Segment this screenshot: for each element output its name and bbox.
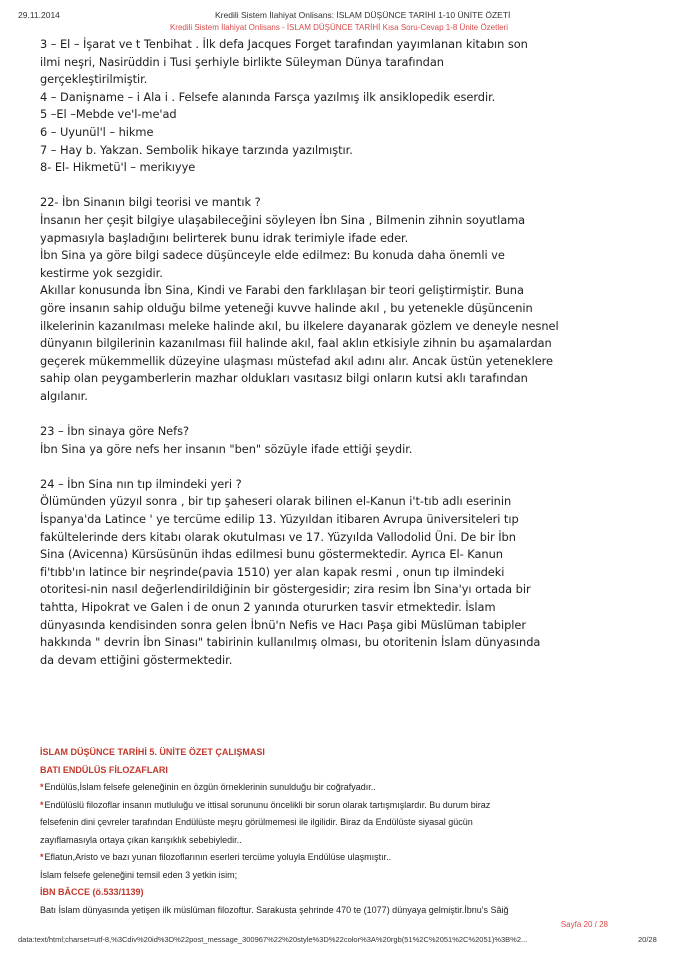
text-line: göre insanın sahip olduğu bilme yeteneği kuvve halinde akıl , bu yetenekle düşüncenin — [40, 300, 533, 315]
print-date: 29.11.2014 — [18, 10, 60, 20]
summary-title: İSLAM DÜŞÜNCE TARİHİ 5. ÜNİTE ÖZET ÇALIŞMASI — [40, 747, 265, 757]
document-body — [40, 36, 640, 669]
bullet-mark: * — [40, 782, 44, 792]
question-heading: 22- İbn Sinanın bilgi teorisi ve mantık ? — [40, 195, 261, 210]
text-line: Ölümünden yüzyıl sonra , bir tıp şaheseri olarak bilinen el-Kanun i't-tıb adlı eserinin — [40, 494, 512, 509]
text-line: dünyanın bilgilerinin kazanılması fiil halinde akıl, faal aklın etkisiyle zihnin bu aşamalardan — [40, 336, 552, 351]
summary-section — [40, 744, 640, 919]
bullet-item — [40, 779, 640, 797]
paragraph-gap — [40, 177, 640, 195]
question-heading: 23 – İbn sinaya göre Nefs? — [40, 424, 189, 439]
text-line: fi'tıbb'ın latince bir neşrinde(pavia 1510) yer alan kapak resmi , onun tıp ilmindeki — [40, 564, 505, 579]
philosopher-heading: İBN BÂCCE (ö.533/1139) — [40, 887, 144, 897]
text-line: Akıllar konusunda İbn Sina, Kindi ve Farabi den farklılaşan bir teori geliştirmiştir. Buna — [40, 283, 524, 298]
section-title: BATI ENDÜLÜS FİLOZAFLARI — [40, 764, 168, 775]
text-line: algılanır. — [40, 388, 88, 403]
text-line: İslam felsefe geleneğini temsil eden 3 yetkin isim; — [40, 869, 238, 880]
page-number: Sayfa 20 / 28 — [560, 920, 608, 929]
text-line: ilkelerinin kazanılması meleke halinde akıl, bu ilkelere dayanarak gözlem ve deneyle nesnel — [40, 318, 559, 333]
text-line: ilmi neşri, Nasirüddin i Tusi şerhiyle birlikte Süleyman Dünya tarafından — [40, 54, 444, 69]
paragraph-gap — [40, 458, 640, 476]
text-line: Batı İslam dünyasında yetişen ilk müslüman filozoftur. Sarakusta şehrinde 470 te (1077) dünyaya gelmiştir.İbnu's Sâiğ — [40, 904, 509, 915]
text-line: 3 – El – İşarat ve t Tenbihat . İlk defa Jacques Forget tarafından yayımlanan kitabın son — [40, 37, 528, 51]
text-line: gerçekleştirilmiştir. — [40, 72, 148, 87]
text-line: hakkında " devrin İbn Sinası" tabirinin kullanılmış olması, bu otoritenin İslam dünyasında — [40, 635, 541, 650]
print-title: Kredili Sistem İlahiyat Onlisans: İSLAM DÜŞÜNCE TARİHİ 1-10 ÜNİTE ÖZETİ — [215, 10, 511, 20]
text-line: zayıflamasıyla ortaya çıkan karışıklık sebebiyledir.. — [40, 834, 242, 845]
text-line: 5 –El –Mebde ve'l-me'ad — [40, 107, 177, 122]
bullet-mark: * — [40, 799, 44, 810]
text-line: 7 – Hay b. Yakzan. Sembolik hikaye tarzında yazılmıştır. — [40, 142, 353, 157]
bullet-text: Endülüs,İslam felsefe geleneğinin en özgün örneklerinin sunulduğu bir coğrafyadır.. — [44, 782, 376, 792]
text-line: geçerek mükemmellik düzeyine ulaşması müstefad akıl adını alır. Ancak üstün yeteneklere — [40, 353, 553, 368]
text-line: felsefenin dini çevreler tarafından Endülüste meşru görülmemesi ile ilgilidir. Biraz da Endülüste siyasal gücün — [40, 817, 473, 827]
bullet-item — [40, 797, 640, 815]
question-heading: 24 – İbn Sina nın tıp ilmindeki yeri ? — [40, 476, 242, 491]
text-line: kestirme yok sezgidir. — [40, 265, 163, 280]
text-line: yapmasıyla başladığını belirterek bunu idrak terimiyle ifade eder. — [40, 230, 409, 245]
text-line: dünyasında kendisinden sonra gelen İbnü'n Nefis ve Hacı Paşa gibi Müslüman tabipler — [40, 617, 526, 632]
text-line: da devam ettiğini göstermektedir. — [40, 652, 233, 667]
text-line: sahip olan peygamberlerin mazhar oldukları vasıtasız bilgi onların kutsi aklı tarafından — [40, 371, 528, 386]
paragraph-gap — [40, 405, 640, 423]
text-line: otoritesi-nin nasıl değerlendirildiğinin bir göstergesidir; zira resim İbn Sina'yı ortada bir — [40, 582, 531, 597]
print-header — [0, 10, 678, 22]
text-line: 8- El- Hikmetü'l – merikıyye — [40, 160, 196, 175]
text-line: 6 – Uyunül'l – hikme — [40, 124, 154, 139]
text-line: 4 – Danişname – i Ala i . Felsefe alanında Farsça yazılmış ilk ansiklopedik eserdir. — [40, 89, 496, 104]
bullet-item — [40, 849, 640, 867]
text-line: İbn Sina ya göre bilgi sadece düşünceyle elde edilmez: Bu konuda daha önemli ve — [40, 248, 505, 263]
text-line: İspanya'da Latince ' ye tercüme edilip 13. Yüzyıldan itibaren Avrupa üniversiteleri tıp — [40, 512, 519, 527]
text-line: Sina (Avicenna) Kürsüsünün ihdas edilmesi bunu göstermektedir. Ayrıca El- Kanun — [40, 547, 503, 562]
text-line: tahtta, Hipokrat ve Galen i de onun 2 yanında otururken tasvir etmektedir. İslam — [40, 600, 496, 614]
text-line: fakültelerinde ders kitabı olarak okutulması ve 17. Yüzyılda Vallodolid Üni. De bir İbn — [40, 529, 516, 544]
footer-url: data:text/html;charset=utf-8,%3Cdiv%20id%3D%22post_message_300967%22%20style%3D%22color%3A%20rgb(51%2C%2051%2C%2051)%3B%2... — [18, 935, 528, 944]
footer-page-count: 20/28 — [638, 935, 657, 944]
page-banner: Kredili Sistem İlahiyat Onlisans - İSLAM DÜŞÜNCE TARİHİ Kısa Soru-Cevap 1-8 Ünite Özetleri — [169, 23, 509, 32]
bullet-mark: * — [40, 852, 44, 862]
bullet-text: Endülüslü filozoflar insanın mutluluğu ve ittisal sorununu öncelikli bir sorun olarak tartışmışlardır. Bu durum biraz — [44, 799, 491, 810]
text-line: İbn Sina ya göre nefs her insanın "ben" sözüyle ifade ettiği şeydir. — [40, 441, 413, 456]
bullet-text: Eflatun,Aristo ve bazı yunan filozoflarının eserleri tercüme yoluyla Endülüse ulaşmıştır.. — [44, 852, 392, 862]
text-line: İnsanın her çeşit bilgiye ulaşabileceğini söyleyen İbn Sina , Bilmenin zihnin soyutlama — [40, 212, 526, 227]
